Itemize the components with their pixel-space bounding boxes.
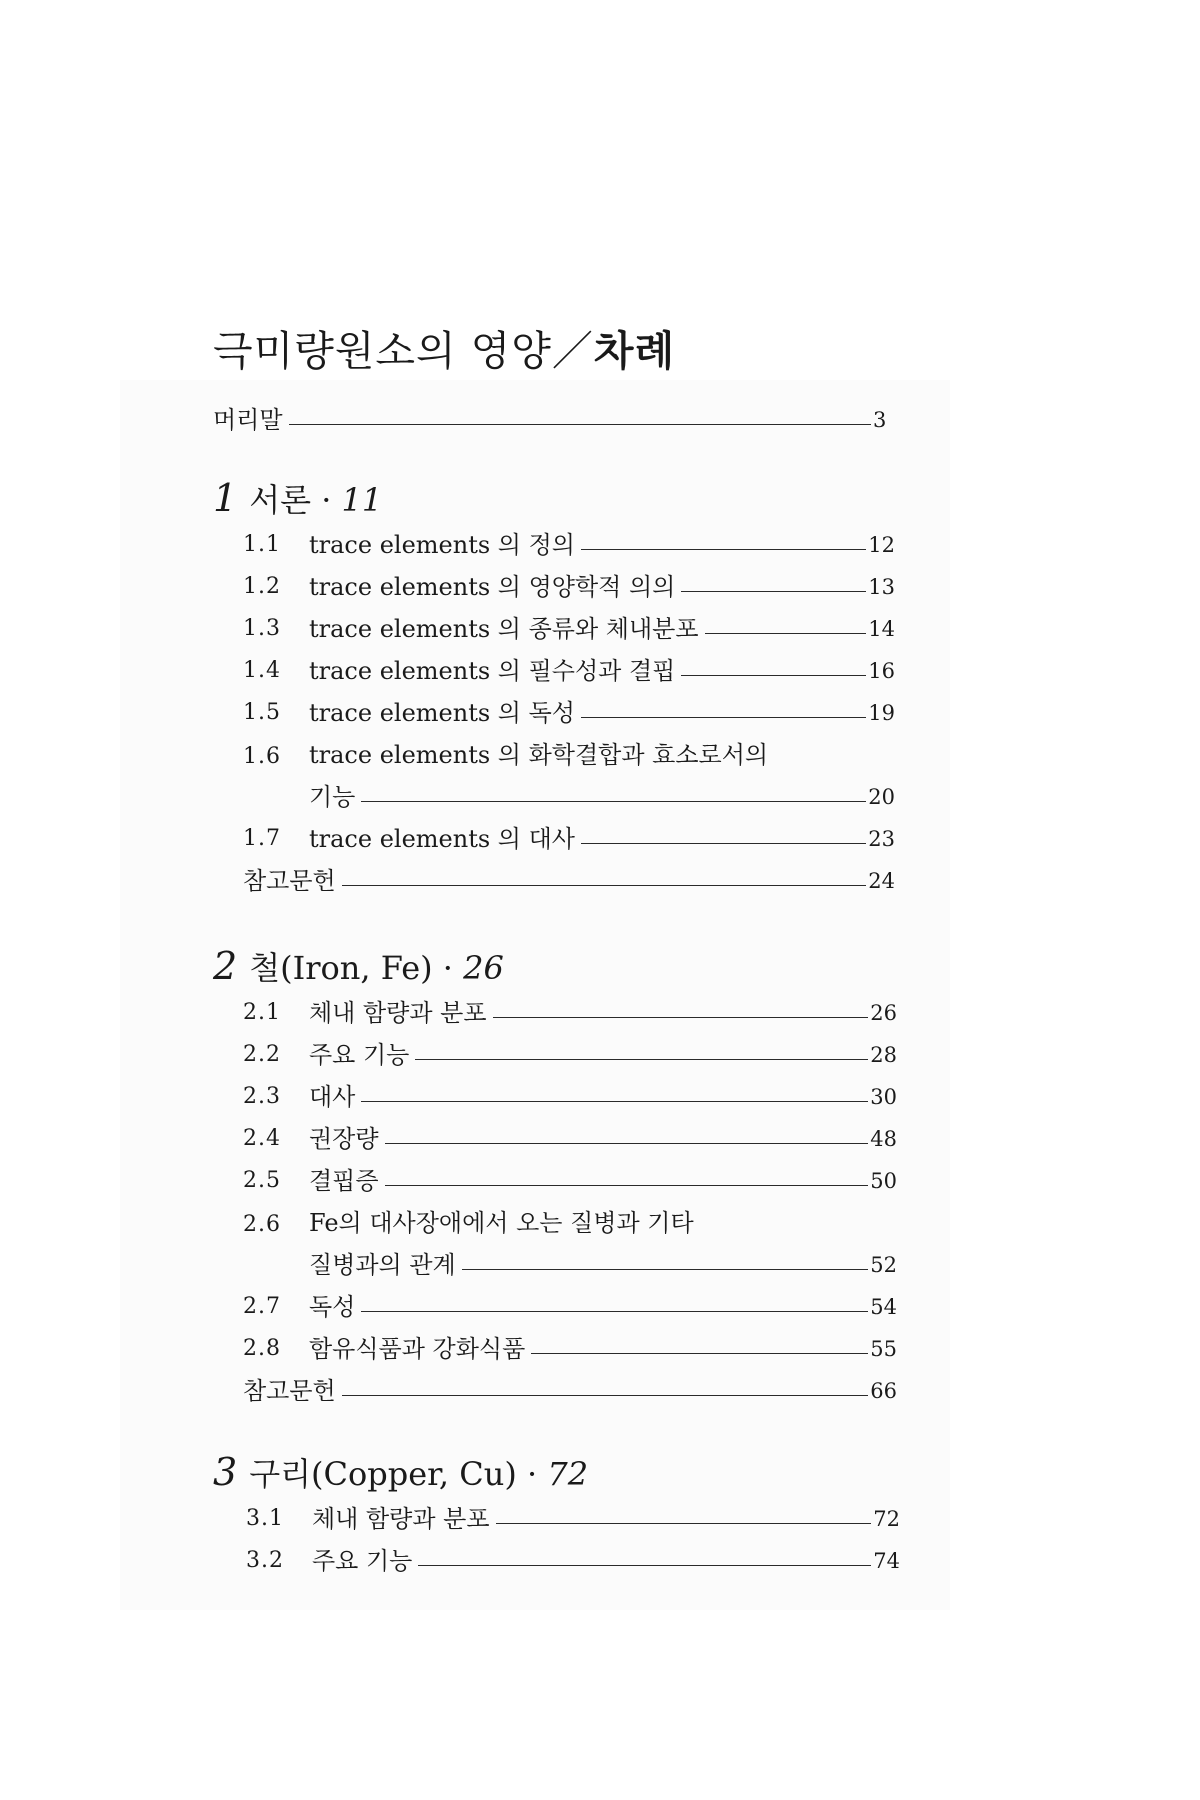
toc-entry-multiline[interactable] xyxy=(243,1208,897,1238)
entry-page: 13 xyxy=(868,575,895,599)
entry-label: trace elements 의 종류와 체내분포 xyxy=(309,615,699,643)
entry-page: 72 xyxy=(873,1507,900,1531)
entry-page: 28 xyxy=(870,1043,897,1067)
entry-label-continuation: 질병과의 관계 xyxy=(309,1251,456,1279)
toc-entry[interactable] xyxy=(243,1040,897,1070)
dot-leader xyxy=(289,424,871,425)
toc-entry[interactable] xyxy=(243,614,895,644)
dot-leader xyxy=(415,1059,868,1060)
section-number: 1.3 xyxy=(243,616,281,641)
toc-entry[interactable] xyxy=(243,572,895,602)
toc-entry[interactable] xyxy=(243,824,895,854)
scan-shade xyxy=(120,380,950,1610)
toc-entry[interactable] xyxy=(243,1082,897,1112)
dot-leader xyxy=(705,633,867,634)
chapter-title: 철(Iron, Fe) xyxy=(249,949,433,987)
chapter-page: 72 xyxy=(547,1455,589,1493)
entry-page: 52 xyxy=(870,1253,897,1277)
entry-label: trace elements 의 정의 xyxy=(309,531,575,559)
entry-label: trace elements 의 독성 xyxy=(309,699,575,727)
section-number: 1.6 xyxy=(243,744,281,769)
dot-leader xyxy=(361,1311,868,1312)
chapter-number: 1 xyxy=(213,476,238,520)
dot-leader xyxy=(581,549,866,550)
entry-label: 체내 함량과 분포 xyxy=(309,999,487,1027)
entry-label: 참고문헌 xyxy=(243,1377,336,1405)
section-number: 2.4 xyxy=(243,1126,281,1151)
entry-label: 머리말 xyxy=(213,406,283,434)
entry-label: trace elements 의 대사 xyxy=(309,825,575,853)
toc-entry[interactable] xyxy=(243,1166,897,1196)
page-title xyxy=(213,318,675,377)
entry-page: 12 xyxy=(868,533,895,557)
toc-entry[interactable] xyxy=(243,530,895,560)
dot-leader xyxy=(496,1523,872,1524)
chapter-number: 2 xyxy=(213,944,238,988)
chapter-page: 11 xyxy=(341,481,383,519)
entry-label: trace elements 의 영양학적 의의 xyxy=(309,573,676,601)
entry-label: 함유식품과 강화식품 xyxy=(309,1335,526,1363)
entry-page: 3 xyxy=(873,408,887,432)
toc-entry-multiline[interactable] xyxy=(243,740,895,770)
title-main: 극미량원소의 영양 xyxy=(213,327,552,375)
dot-leader xyxy=(385,1143,869,1144)
entry-label: trace elements 의 화학결합과 효소로서의 xyxy=(309,741,769,769)
toc-entry[interactable] xyxy=(243,656,895,686)
chapter-title: 서론 xyxy=(249,481,312,519)
toc-entry[interactable] xyxy=(246,1504,900,1534)
entry-label-continuation: 기능 xyxy=(309,783,356,811)
entry-label: 대사 xyxy=(309,1083,356,1111)
toc-entry-preface[interactable] xyxy=(213,405,895,435)
chapter-separator: · xyxy=(516,1455,548,1493)
dot-leader xyxy=(681,675,866,676)
title-slash: ／ xyxy=(551,327,594,375)
entry-label: 독성 xyxy=(309,1293,356,1321)
entry-page: 30 xyxy=(870,1085,897,1109)
section-number: 1.2 xyxy=(243,574,281,599)
toc-entry-references[interactable] xyxy=(243,866,895,896)
dot-leader xyxy=(385,1185,869,1186)
dot-leader xyxy=(462,1269,869,1270)
entry-page: 54 xyxy=(870,1295,897,1319)
section-number: 1.1 xyxy=(243,532,281,557)
chapter-separator: · xyxy=(432,949,464,987)
entry-page: 55 xyxy=(870,1337,897,1361)
chapter-heading[interactable] xyxy=(213,1452,588,1494)
dot-leader xyxy=(342,1395,869,1396)
entry-page: 14 xyxy=(868,617,895,641)
entry-label: trace elements 의 필수성과 결핍 xyxy=(309,657,676,685)
section-number: 1.7 xyxy=(243,826,281,851)
dot-leader xyxy=(361,1101,868,1102)
section-number: 1.5 xyxy=(243,700,281,725)
entry-page: 24 xyxy=(868,869,895,893)
section-number: 2.8 xyxy=(243,1336,281,1361)
entry-page: 50 xyxy=(870,1169,897,1193)
entry-page: 74 xyxy=(873,1549,900,1573)
section-number: 1.4 xyxy=(243,658,281,683)
dot-leader xyxy=(493,1017,869,1018)
toc-entry[interactable] xyxy=(243,698,895,728)
entry-label: 주요 기능 xyxy=(312,1547,413,1575)
section-number: 2.6 xyxy=(243,1212,281,1237)
entry-label: 결핍증 xyxy=(309,1167,379,1195)
toc-entry[interactable] xyxy=(243,998,897,1028)
section-number: 2.1 xyxy=(243,1000,281,1025)
section-number: 3.2 xyxy=(246,1548,284,1573)
dot-leader xyxy=(361,801,866,802)
chapter-page: 26 xyxy=(463,949,504,987)
chapter-number: 3 xyxy=(213,1450,238,1494)
chapter-heading[interactable] xyxy=(213,478,382,520)
entry-label: 참고문헌 xyxy=(243,867,336,895)
toc-entry-references[interactable] xyxy=(243,1376,897,1406)
section-number: 2.3 xyxy=(243,1084,281,1109)
dot-leader xyxy=(342,885,867,886)
chapter-heading[interactable] xyxy=(213,946,504,988)
section-number: 2.7 xyxy=(243,1294,281,1319)
entry-page: 26 xyxy=(870,1001,897,1025)
dot-leader xyxy=(581,717,866,718)
entry-page: 16 xyxy=(868,659,895,683)
toc-entry[interactable] xyxy=(246,1546,900,1576)
dot-leader xyxy=(418,1565,871,1566)
entry-label: 권장량 xyxy=(309,1125,379,1153)
entry-page: 48 xyxy=(870,1127,897,1151)
entry-page: 20 xyxy=(868,785,895,809)
toc-entry-continuation[interactable] xyxy=(309,1250,897,1280)
toc-entry[interactable] xyxy=(243,1292,897,1322)
entry-label: Fe의 대사장애에서 오는 질병과 기타 xyxy=(309,1209,694,1237)
entry-page: 66 xyxy=(870,1379,897,1403)
section-number: 2.5 xyxy=(243,1168,281,1193)
dot-leader xyxy=(581,843,866,844)
entry-label: 체내 함량과 분포 xyxy=(312,1505,490,1533)
entry-page: 19 xyxy=(868,701,895,725)
toc-entry[interactable] xyxy=(243,1124,897,1154)
dot-leader xyxy=(531,1353,868,1354)
title-tail: 차례 xyxy=(593,327,676,375)
section-number: 3.1 xyxy=(246,1506,284,1531)
dot-leader xyxy=(681,591,866,592)
toc-entry[interactable] xyxy=(243,1334,897,1364)
chapter-separator: · xyxy=(311,481,342,519)
section-number: 2.2 xyxy=(243,1042,281,1067)
entry-label: 주요 기능 xyxy=(309,1041,410,1069)
toc-entry-continuation[interactable] xyxy=(309,782,895,812)
entry-page: 23 xyxy=(868,827,895,851)
chapter-title: 구리(Copper, Cu) xyxy=(249,1455,517,1493)
